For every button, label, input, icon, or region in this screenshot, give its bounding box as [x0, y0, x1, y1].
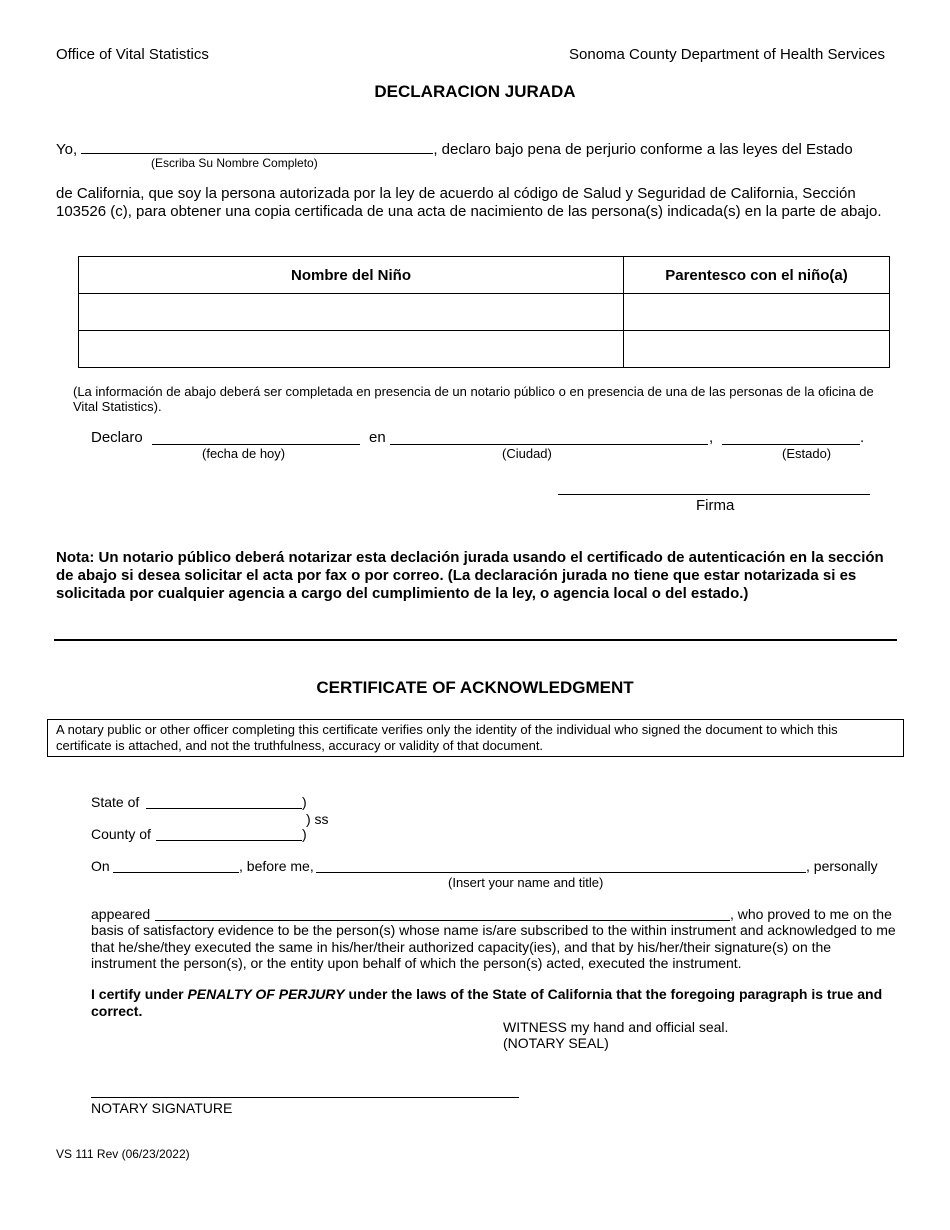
full-name-field[interactable] — [81, 139, 433, 154]
state-of-field[interactable] — [146, 808, 302, 809]
certify-statement — [91, 986, 897, 1019]
nota-paragraph: Nota: Un notario público deberá notarizar esta declación jurada usando el certificado de autenticación en la sección de abajo si desea solicitar el acta por fax o por correo. (La declaración jurada no tiene que estar notarizada si es solicitada por cualquier agencia a cargo del cumplimiento de la ley, o agencia local o del estado.) — [56, 549, 884, 602]
notary-name-field[interactable] — [316, 872, 806, 873]
certify-italic: PENALTY OF PERJURY — [187, 986, 345, 1002]
ss-label: ) ss — [306, 811, 329, 827]
before-me-label: , before me, — [239, 858, 314, 874]
header-department: Sonoma County Department of Health Services — [569, 46, 885, 63]
state-field[interactable] — [722, 444, 860, 445]
child-name-cell[interactable] — [79, 294, 624, 331]
city-caption: (Ciudad) — [502, 446, 552, 461]
name-caption: (Escriba Su Nombre Completo) — [151, 156, 318, 170]
relationship-cell[interactable] — [624, 331, 890, 368]
notary-note: (La información de abajo deberá ser completada en presencia de un notario público o en presencia de una de las personas de la oficina de Vital Statistics). — [73, 384, 874, 414]
column-header-relationship: Parentesco con el niño(a) — [624, 257, 890, 294]
yo-suffix: , declaro bajo pena de perjurio conforme a las leyes del Estado — [433, 141, 853, 158]
signature-field[interactable] — [558, 494, 870, 495]
en-label: en — [369, 429, 386, 446]
county-paren: ) — [302, 826, 307, 842]
declaration-title: DECLARACION JURADA — [374, 82, 576, 101]
declaration-body: de California, que soy la persona autorizada por la ley de acuerdo al código de Salud y Seguridad de California, Sección 103526 (c), para obtener una copia certificada de una acta de nacimiento de las persona(s) indicada(s) en la parte de abajo. — [56, 185, 882, 220]
disclaimer-box — [47, 719, 904, 757]
county-of-field[interactable] — [156, 840, 302, 841]
county-of-label: County of — [91, 826, 151, 842]
certificate-title: CERTIFICATE OF ACKNOWLEDGMENT — [316, 678, 634, 697]
on-date-field[interactable] — [113, 872, 239, 873]
state-caption: (Estado) — [782, 446, 832, 461]
comma: , — [709, 429, 714, 446]
witness-text: WITNESS my hand and official seal. — [503, 1019, 729, 1035]
who-proved-label: , who proved to me on the — [730, 906, 892, 922]
column-header-child-name: Nombre del Niño — [79, 257, 624, 294]
insert-caption: (Insert your name and title) — [448, 875, 604, 890]
certify-suffix: under the laws of the State of California that the foregoing paragraph is true and correct. — [91, 986, 883, 1019]
certificate-body: basis of satisfactory evidence to be the person(s) whose name is/are subscribed to the within instrument and acknowledged to me that he/she/they executed the same in his/her/their authorized capacity(ies), and that by his/her/their signature(s) on the instrument the person(s), or the entity upon behalf of which the person(s) acted, executed the instrument. — [91, 922, 896, 971]
disclaimer-text: A notary public or other officer completing this certificate verifies only the identity of the individual who signed the document to which this certificate is attached, and not the truthfulness, accuracy or validity of that document. — [56, 722, 838, 753]
child-name-cell[interactable] — [79, 331, 624, 368]
relationship-cell[interactable] — [624, 294, 890, 331]
children-table — [78, 256, 890, 368]
notary-signature-label: NOTARY SIGNATURE — [91, 1100, 233, 1116]
table-row — [79, 294, 890, 331]
yo-prefix: Yo, — [56, 141, 78, 158]
appeared-label: appeared — [91, 906, 151, 922]
period: . — [860, 429, 865, 446]
header-office: Office of Vital Statistics — [56, 46, 209, 63]
personally-label: , personally — [806, 858, 878, 874]
date-caption: (fecha de hoy) — [202, 446, 286, 461]
table-row — [79, 331, 890, 368]
firma-label: Firma — [696, 497, 735, 514]
form-revision: VS 111 Rev (06/23/2022) — [56, 1147, 190, 1161]
notary-signature-field[interactable] — [91, 1097, 519, 1098]
table-header-row — [79, 257, 890, 294]
section-divider — [54, 639, 897, 641]
city-field[interactable] — [390, 444, 708, 445]
state-paren: ) — [302, 794, 307, 810]
appeared-field[interactable] — [155, 920, 730, 921]
on-label: On — [91, 858, 110, 874]
declaro-label: Declaro — [91, 429, 143, 446]
date-field[interactable] — [152, 444, 360, 445]
notary-seal-text: (NOTARY SEAL) — [503, 1035, 609, 1051]
certify-prefix: I certify under — [91, 986, 188, 1002]
state-of-label: State of — [91, 794, 140, 810]
